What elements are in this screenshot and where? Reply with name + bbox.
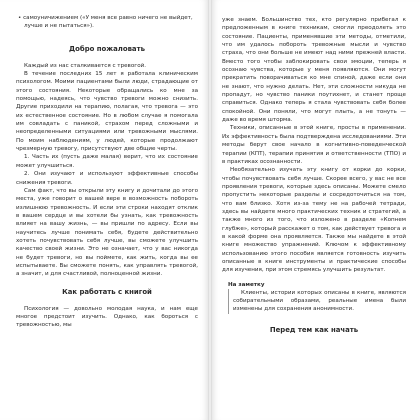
intro-line: Каждый из нас сталкивается с тревогой.	[24, 62, 147, 69]
welcome-heading: Добро пожаловать	[69, 44, 145, 53]
top-bullet: • самоуничижением («У меня все равно ничего не выйдет,	[18, 15, 193, 21]
how-to-work-heading: Как работать с книгой	[62, 287, 152, 296]
paragraph: В течение последних 15 лет я работала клиническим психологом. Моими пациентами были люди, страдающие от этого состояния. Некоторые обращались ко мне за помощью, надеясь, что чувство тревоги можно снизить. Другие приходили на терапию, полагая, что тревога — это их естественное состояние. Но в любом случае я помогала им совладать с паникой, страхом перед сложными и неопределенными ситуациями или тревожными мыслями. По моим наблюдениям, у людей, которые продолжают чрезмерную тревогу, присутствуют две общие черты.	[16, 71, 198, 153]
list-item: 2. Они изучают и используют эффективные способы снижения тревоги.	[16, 171, 198, 186]
before-start-heading: Перед тем как начать	[269, 325, 359, 334]
paragraph: Сам факт, что вы открыли эту книгу и дочитали до этого места, уже говорит о вашей вере в возможность побороть излишнюю тревожность. И если эти строки находят отклик в вашем сердце и вы хотели бы узнать, как тревожность влияет на вашу жизнь, — вы пришли по адресу. Если вы научитесь лучше понимать себя, будете действительно хотеть почувствовать себя лучше, вы сможете улучшить качество своей жизни. Это не означает, что у вас никогда не будет тревоги, но вы поймете, как жить, когда вы ее испытываете. Вы сможете понять, как управлять тревогой, а значит, и для счастливой, полноценной жизни.	[16, 187, 198, 278]
note-heading: На заметку	[228, 281, 265, 288]
right-page	[212, 0, 420, 420]
top-bullet-end: лучше и не пытаться»).	[24, 23, 94, 30]
left-page	[0, 0, 208, 420]
list-item: 1. Часть их (пусть даже малая) верит, что их состояние может улучшиться.	[16, 154, 198, 169]
paragraph: Техники, описанные в этой книге, просты в применении. Их эффективность была подтверждена исследованиями. Эти методы берут свое начало в когнитивно-поведенческой терапии (КПТ), терапии принятия и ответственности (ТПО) и в практиках осознанности.	[222, 125, 406, 165]
paragraph: Необязательно изучать эту книгу от корки до корки, чтобы почувствовать себя лучше. Скорее всего, у вас не все проявления тревоги, которые здесь описаны. Можете смело пропустить некоторые разделы и сосредоточиться на том, что вам близко. Хотя из-за тему не на рабочей тетради, здесь вы найдете много практических техник и стратегий, а также много из того, что изложено в разделе «Копнем глубже», который расскажет о том, как действует тревога и в какой форме она проявляется. Также мы найдете в этой книге множество упражнений. Ключом к эффективному использованию этого пособия является готовность изучить описанные в книге инструменты и практические способы для изучения, при этом стремясь улучшить результат.	[222, 167, 406, 274]
paragraph: уже знаем. Большинство тех, кто регулярно прибегал к предложенным в книге техникам, смогли преодолеть это состояние. Пациенты, применявшие эти методы, отметили, что им удалось побороть тревожные мысли и чувство страха, что они больше не имеют над ними прежней власти. Вместо того чтобы заблокировать свои эмоции, теперь я осознаю чувства, которые у меня появляются. Они могут прекратить поворачиваться ко мне спиной, даже если они не знают, что нужно делать. Нет, эти сложности никуда не пропадут, но чувство паники поутихнет, и станет проще справиться. Однако теперь я стала чувствовать себя более спокойной. Они поняли, что могут плыть, а не тонуть — даже во время шторма.	[222, 17, 406, 124]
paragraph: Психология — довольно молодая наука, и нам еще многое предстоит изучить. Однако, как бороться с тревожностью, мы	[16, 305, 198, 329]
note-body: Клиенты, истории которых описаны в книге, являются собирательными образами, реальные имена были изменены для сохранения анонимности.	[228, 289, 406, 314]
